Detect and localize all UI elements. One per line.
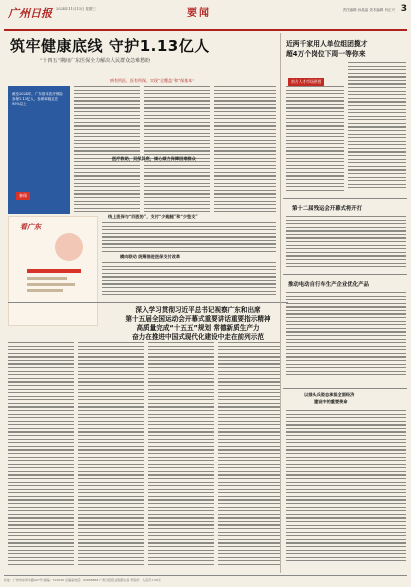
right-story-4-title-1: 以排头兵姿态承担全面经济: [304, 392, 355, 397]
lead-headline: 筑牢健康底线 守护1.13亿人: [10, 37, 210, 55]
right-rule-2: [283, 274, 407, 275]
bottom-story-headline: [78, 306, 318, 342]
bottom-body-col-4: [218, 342, 280, 572]
infographic-tag: 参保: [16, 192, 30, 200]
bottom-headline-line-2: 第十五届全国运动会开幕式重要讲话重要指示精神: [125, 315, 271, 323]
bottom-body-col-1: [8, 342, 74, 572]
right-story-1-title-1: 近两千家用人单位组团揽才: [286, 40, 368, 48]
masthead-rule: [4, 29, 407, 31]
right-story-4-body: [286, 410, 406, 572]
right-story-3-body: [286, 292, 406, 384]
newspaper-logo: 广州日报: [8, 7, 52, 20]
lead-subheadline: “十四五”期间广东医保全力解决人民群众急难愁盼: [40, 58, 151, 64]
bottom-headline-line-4: 奋力在推进中国式现代化建设中走在前列示范: [132, 333, 264, 341]
right-rule-1: [283, 198, 407, 199]
lead-body-col-2: [144, 86, 210, 216]
right-story-1-badge: 南方人才市场供图: [288, 78, 324, 86]
bottom-body-col-3: [148, 342, 214, 572]
lead-kicker: 病有所医，医有所保，实现“全覆盖”和“保基本”: [110, 78, 195, 83]
issue-date: 2024年11月13日 星期三: [56, 7, 96, 11]
right-story-2-body: [286, 216, 406, 272]
right-story-1-body-a: [286, 86, 344, 196]
lead-body-col-3: [214, 86, 276, 216]
right-story-2-title: 第十二届残运会开幕式将开打: [292, 206, 363, 212]
page-number: 3: [400, 4, 407, 14]
infographic-text: 截至2024年，广东基本医疗保险参保1.13亿人，参保率稳定在95%以上: [12, 92, 63, 106]
bottom-body-col-2: [78, 342, 144, 572]
section-3-body: [102, 222, 276, 254]
column-divider: [280, 33, 281, 573]
section-heading-3: 线上医保与“四医协”，支付“少跑腿”和“少垫支”: [108, 214, 198, 219]
infographic-panel: [8, 86, 70, 214]
section-heading-2: 医疗救助，双保其底，倾心倾力保障困难群众: [112, 156, 196, 161]
footer-info: 社址：广州市东风中路437号 邮编：510030 总编室电话：83888888 广州日报报业集团出品 零售价：人民币1.50元: [4, 578, 161, 582]
section-heading-4: 横向联动 统筹推进医保支付改革: [120, 254, 181, 259]
section-title: 要闻: [187, 8, 211, 19]
bottom-story-rule: [8, 302, 288, 303]
lead-body-col-1: [74, 86, 140, 216]
footer-rule: [4, 575, 407, 576]
bottom-headline-line-3: 高质量完成“十五五”规划 常德新质生产力: [136, 324, 260, 332]
right-story-1-title-2: 超4万个岗位下周一等你来: [286, 50, 366, 58]
masthead: [4, 3, 407, 29]
right-story-3-title: 推动电动自行车生产企业优化产品: [288, 282, 369, 288]
bottom-headline-line-1: 深入学习贯彻习近平总书记视察广东和出席: [135, 306, 261, 314]
right-story-1-body-b: [348, 62, 406, 196]
illustration-title: 看广东: [20, 222, 41, 231]
editor-credit: 责任编辑 孙晶晶 美术编辑 肖正兴: [342, 8, 395, 12]
section-4-body: [102, 262, 276, 300]
right-story-4-title-2: 建设中的重要使命: [314, 399, 348, 404]
right-rule-3: [283, 388, 407, 389]
